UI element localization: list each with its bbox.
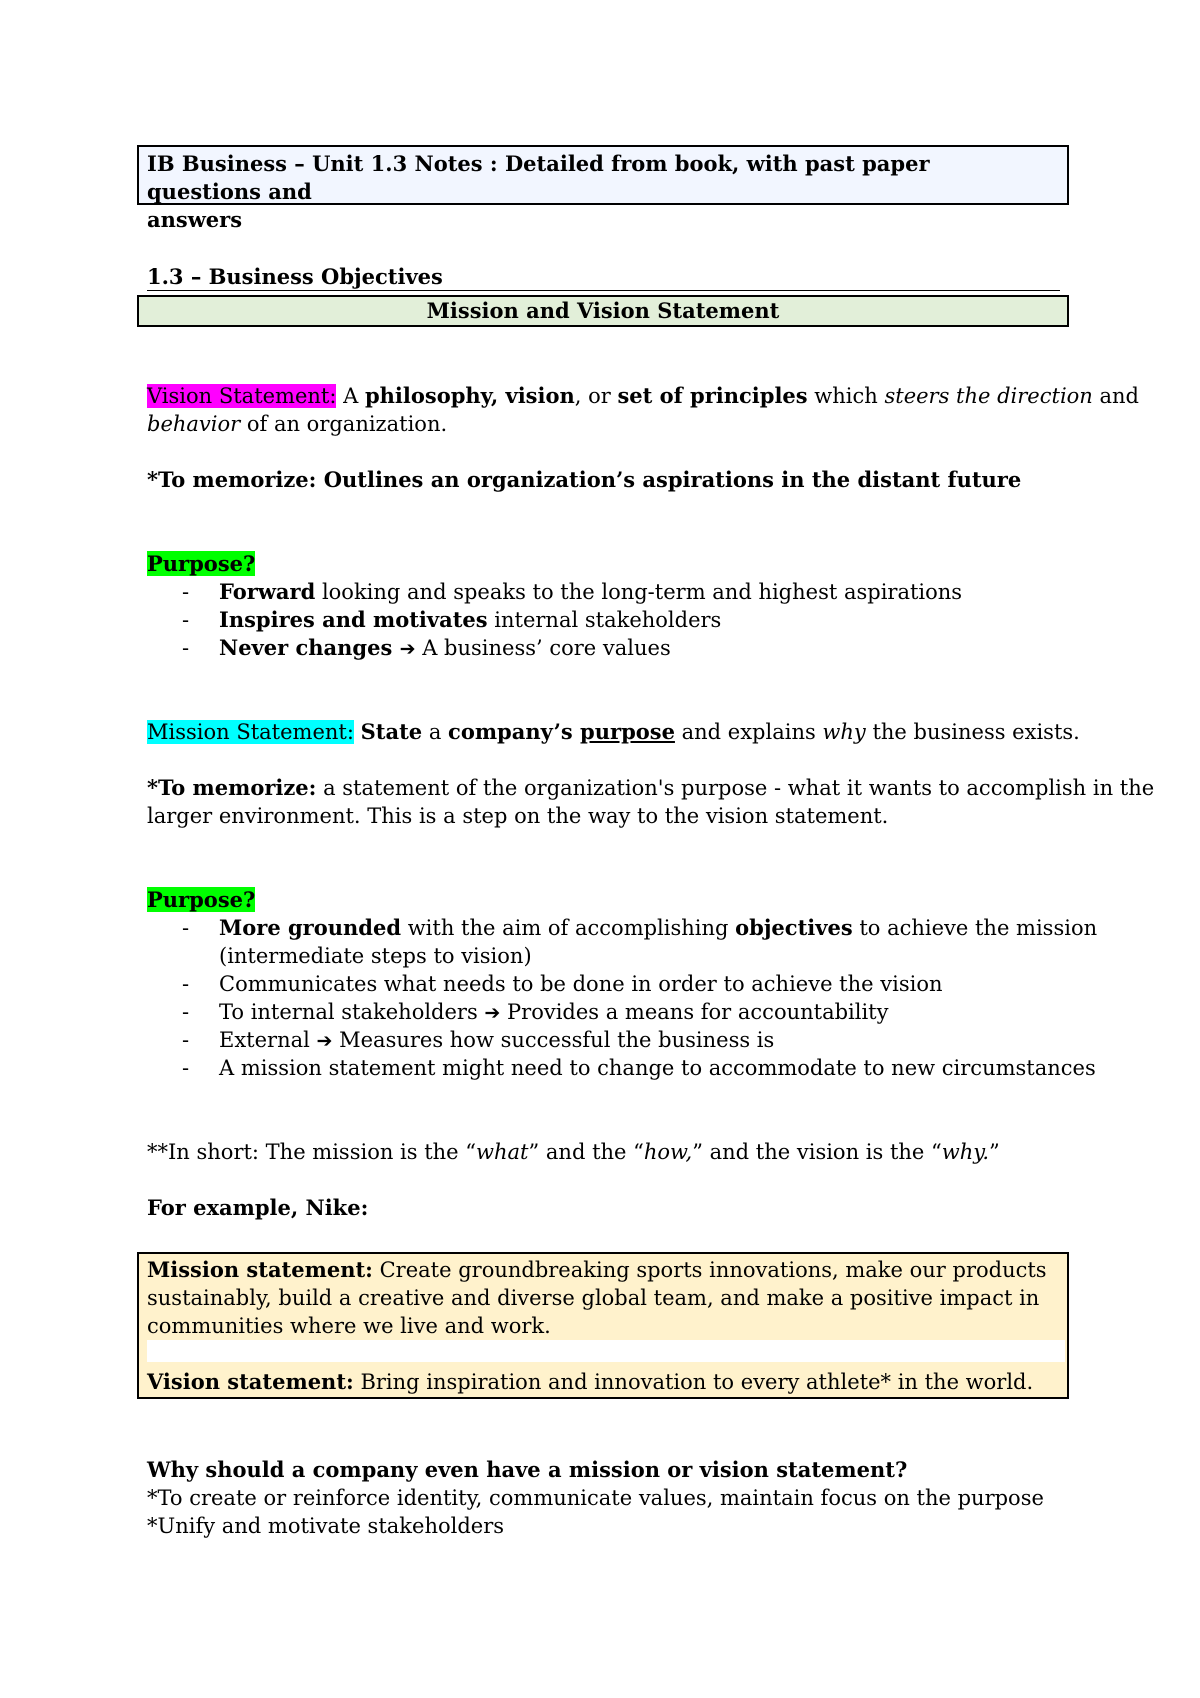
- mission-label: Mission Statement:: [147, 720, 354, 744]
- vision-bullet-3: Never changes ➔ A business’ core values: [219, 635, 671, 660]
- section-divider: [147, 290, 1060, 291]
- why-question: Why should a company even have a mission or vision statement?: [147, 1457, 908, 1482]
- example-label: For example, Nike:: [147, 1195, 369, 1220]
- mission-memorize-line-2: larger environment. This is a step on the way to the vision statement.: [147, 804, 889, 828]
- vision-definition-line-1: Vision Statement: A philosophy, vision, or set of principles which steers the direction and: [147, 383, 1139, 408]
- nike-mission-line-2: sustainably, build a creative and diverse global team, and make a positive impact in: [147, 1286, 1040, 1310]
- bullet-dash: -: [182, 972, 190, 996]
- vision-bullet-2: Inspires and motivates internal stakeholders: [219, 607, 722, 632]
- bullet-dash: -: [182, 1028, 190, 1052]
- vision-purpose-label: Purpose?: [147, 551, 256, 576]
- mission-bullet-1: More grounded with the aim of accomplishing objectives to achieve the mission: [219, 915, 1098, 940]
- bullet-dash: -: [182, 1056, 190, 1080]
- bullet-dash: -: [182, 608, 190, 632]
- vision-label: Vision Statement:: [147, 384, 337, 408]
- mission-bullet-5: A mission statement might need to change to accommodate to new circumstances: [219, 1056, 1096, 1080]
- vision-memorize: *To memorize: Outlines an organization’s aspirations in the distant future: [147, 467, 1022, 492]
- section-banner: Mission and Vision Statement: [137, 295, 1069, 327]
- mission-bullet-1-continued: (intermediate steps to vision): [219, 944, 532, 968]
- nike-vision-line: Vision statement: Bring inspiration and innovation to every athlete* in the world.: [147, 1369, 1034, 1394]
- section-heading: 1.3 – Business Objectives: [147, 264, 443, 289]
- bullet-dash: -: [182, 916, 190, 940]
- why-answer-1: *To create or reinforce identity, communicate values, maintain focus on the purpose: [147, 1486, 1044, 1510]
- title-line-2: answers: [147, 207, 243, 232]
- right-arrow-icon: ➔: [399, 638, 416, 660]
- mission-bullet-3: To internal stakeholders ➔ Provides a means for accountability: [219, 1000, 889, 1024]
- document-title: [147, 150, 1047, 234]
- vision-bullet-1: Forward looking and speaks to the long-term and highest aspirations: [219, 579, 963, 604]
- bullet-dash: -: [182, 1000, 190, 1024]
- why-answer-2: *Unify and motivate stakeholders: [147, 1514, 505, 1538]
- right-arrow-icon: ➔: [316, 1030, 333, 1052]
- mission-bullet-2: Communicates what needs to be done in order to achieve the vision: [219, 972, 943, 996]
- mission-purpose-label: Purpose?: [147, 887, 256, 912]
- vision-definition-line-2: behavior of an organization.: [147, 412, 448, 436]
- mission-memorize-line-1: *To memorize: a statement of the organization's purpose - what it wants to accomplish in the: [147, 775, 1155, 800]
- right-arrow-icon: ➔: [484, 1002, 501, 1024]
- bullet-dash: -: [182, 580, 190, 604]
- nike-box-gap: [147, 1340, 1065, 1362]
- nike-mission-line-3: communities where we live and work.: [147, 1314, 551, 1338]
- mission-definition: Mission Statement: State a company’s purpose and explains why the business exists.: [147, 719, 1080, 744]
- nike-mission-line-1: Mission statement: Create groundbreaking sports innovations, make our products: [147, 1257, 1047, 1282]
- in-short-summary: **In short: The mission is the “what” and the “how,” and the vision is the “why.”: [147, 1140, 1000, 1164]
- mission-bullet-4: External ➔ Measures how successful the business is: [219, 1028, 775, 1052]
- bullet-dash: -: [182, 636, 190, 660]
- title-line-1: IB Business – Unit 1.3 Notes : Detailed from book, with past paper questions and: [147, 151, 930, 204]
